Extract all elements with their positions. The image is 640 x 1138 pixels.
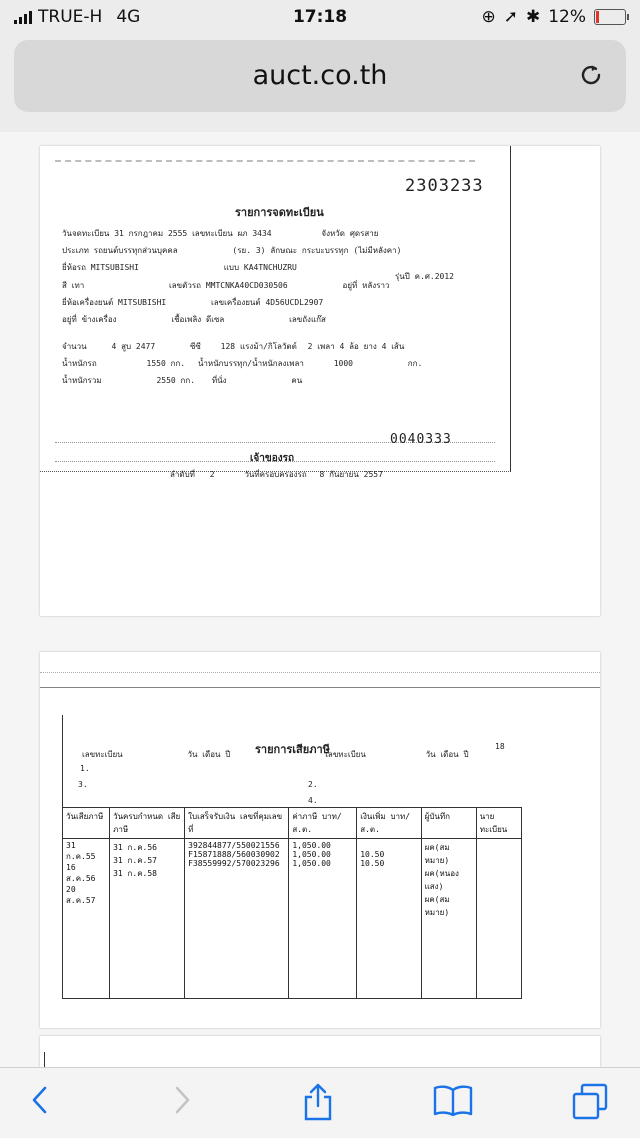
- province: ศุดรสาย: [349, 229, 379, 238]
- type-code: (รย. 3): [232, 246, 266, 255]
- cell-due: 31 ก.ค.56: [113, 843, 157, 852]
- battery-percent: 12%: [548, 7, 586, 27]
- browser-toolbar: [0, 1067, 640, 1138]
- document-page-1: [40, 146, 600, 616]
- row-type: [62, 244, 401, 257]
- document-viewer[interactable]: [0, 132, 640, 1067]
- row-brand: [62, 261, 297, 274]
- row-engine: [62, 296, 323, 309]
- year-label: รุ่นปี ค.ศ.: [395, 272, 435, 281]
- load-unit: กก.: [407, 359, 423, 368]
- cell-receipt: 392844877/550021556: [188, 841, 280, 850]
- clock: 17:18: [292, 7, 348, 27]
- row-cylinders: [62, 340, 404, 353]
- location-icon: ➚: [503, 7, 518, 27]
- document-title: รายการจดทะเบียน: [235, 206, 324, 219]
- bluetooth-icon: ✱: [525, 7, 541, 27]
- vehicle-style: กระบะบรรทุก (ไม่มีหลังคา): [301, 246, 402, 255]
- chassis-number: MMTCNKA40CD030506: [205, 281, 288, 290]
- load-label: น้ำหนักบรรทุก/น้ำหนักลงเพลา: [197, 359, 304, 368]
- row-reg-date: [62, 227, 378, 240]
- horsepower: 128: [220, 342, 236, 351]
- chassis-location: หลังราว: [362, 281, 390, 290]
- cell-recorder: ผค(หนองแสง): [424, 869, 459, 891]
- style-label: ลักษณะ: [270, 246, 298, 255]
- row-owner: [170, 468, 383, 481]
- col-receipt: [185, 839, 289, 999]
- page-3-mark: [44, 1052, 45, 1067]
- tax-head-row: [82, 748, 469, 761]
- engine-no-label: เลขเครื่องยนต์: [211, 298, 261, 307]
- model-label: แบบ: [223, 263, 240, 272]
- gross-label: น้ำหนักรวม: [62, 376, 102, 385]
- row-year: [395, 270, 454, 283]
- serial-number: 0040333: [390, 432, 452, 447]
- cell-paid: 16 ส.ค.56: [66, 863, 96, 883]
- year: 2012: [434, 272, 454, 281]
- color-label: สี: [62, 281, 67, 290]
- tabs-icon[interactable]: [570, 1082, 610, 1122]
- cc-unit: ซีซี: [189, 342, 201, 351]
- cell-tax: 1,050.00: [292, 859, 331, 868]
- th-recorder: ผู้บันทึก: [421, 808, 476, 839]
- owner-date-label: วันที่ครอบครองรถ: [244, 470, 307, 479]
- cylinders: 4: [111, 342, 117, 351]
- cell-fine: [360, 841, 417, 850]
- col-registrar: [476, 839, 521, 999]
- th-paid: วันเสียภาษี: [63, 808, 110, 839]
- cell-recorder: ผค(สมหมาย): [424, 895, 450, 917]
- col-paid: [63, 839, 110, 999]
- tax-date-label-2: วัน เดือน ปี: [425, 750, 469, 759]
- engine-brand: MITSUBISHI: [118, 298, 167, 307]
- cell-receipt: F38559992/570023296: [188, 859, 280, 868]
- back-icon[interactable]: [28, 1082, 52, 1118]
- col-tax: [289, 839, 357, 999]
- cell-due: 31 ก.ค.57: [113, 856, 157, 865]
- address-bar[interactable]: [14, 40, 626, 112]
- weight-label: น้ำหนักรถ: [62, 359, 97, 368]
- reload-icon[interactable]: [578, 62, 604, 88]
- tax-num-4: 4.: [308, 796, 318, 805]
- col-fine: [357, 839, 421, 999]
- engine-number: 4D56UCDL2907: [265, 298, 324, 307]
- vehicle-type: รถยนต์บรรทุกส่วนบุคคล: [93, 246, 178, 255]
- chassis-label: เลขตัวรถ: [169, 281, 201, 290]
- th-fine: เงินเพิ่ม บาท/ส.ต.: [357, 808, 421, 839]
- tax-plate-label-2: เลขทะเบียน: [325, 750, 366, 759]
- weight-unit: กก.: [170, 359, 186, 368]
- tax-date-label: วัน เดือน ปี: [187, 750, 231, 759]
- registration-stamp: 2303233: [405, 176, 484, 196]
- order: 2: [209, 470, 215, 479]
- fuel: ดีเซล: [206, 315, 225, 324]
- order-label: ลำดับที่: [170, 470, 195, 479]
- battery-icon: [594, 9, 626, 25]
- th-receipt: ใบเสร็จรับเงิน เลขที่คุมเลขที่: [185, 808, 289, 839]
- seats-label: ที่นั่ง: [211, 376, 227, 385]
- cell-paid: 20 ส.ค.57: [66, 885, 96, 905]
- tax-plate-label: เลขทะเบียน: [82, 750, 123, 759]
- tax-table-header: [63, 808, 522, 839]
- load: 1000: [333, 359, 353, 368]
- engine-loc-label: อยู่ที่: [62, 315, 77, 324]
- color: เทา: [71, 281, 85, 290]
- model: KA4TNCHUZRU: [243, 263, 297, 272]
- axle-info: 2 เพลา 4 ล้อ ยาง 4 เส้น: [307, 342, 405, 351]
- gas-tank-label: เลขถังแก๊ส: [289, 315, 326, 324]
- gross: 2550: [156, 376, 176, 385]
- url-text[interactable]: auct.co.th: [252, 60, 388, 91]
- cell-due: 31 ก.ค.58: [113, 869, 157, 878]
- cc: 2477: [135, 342, 156, 351]
- type-label: ประเภท: [62, 246, 89, 255]
- row-fuel: [62, 313, 326, 326]
- col-due: [110, 839, 185, 999]
- plate-label: เลขทะเบียน: [192, 229, 233, 238]
- tax-num-2: 2.: [308, 780, 318, 789]
- weight: 1550: [146, 359, 166, 368]
- tax-num-1: 1.: [80, 764, 90, 773]
- owner-title: เจ้าของรถ: [250, 453, 295, 464]
- owner-date: 8 กันยายน 2557: [319, 470, 383, 479]
- document-page-3: [40, 1036, 600, 1067]
- cylinder-unit: สูบ: [121, 342, 132, 351]
- forward-icon[interactable]: [170, 1082, 194, 1118]
- row-gross: [62, 374, 302, 387]
- status-bar: [0, 0, 640, 36]
- cell-recorder: ผค(สมหมาย): [424, 843, 450, 865]
- seats-unit: คน: [291, 376, 303, 385]
- cell-receipt: F15871888/560030902: [188, 850, 280, 859]
- row-color: [62, 279, 390, 292]
- col-recorder: [421, 839, 476, 999]
- engine-brand-label: ยี่ห้อเครื่องยนต์: [62, 298, 114, 307]
- tax-page-number: 18: [495, 742, 505, 751]
- brand: MITSUBISHI: [90, 263, 139, 272]
- th-tax: ค่าภาษี บาท/ส.ต.: [289, 808, 357, 839]
- brand-label: ยี่ห้อรถ: [62, 263, 86, 272]
- gross-unit: กก.: [180, 376, 196, 385]
- tax-num-3: 3.: [78, 780, 88, 789]
- province-label: จังหวัด: [321, 229, 345, 238]
- cylinder-label: จำนวน: [62, 342, 87, 351]
- bookmarks-icon[interactable]: [432, 1082, 474, 1118]
- status-right: [481, 7, 626, 27]
- share-icon[interactable]: [302, 1082, 334, 1122]
- fuel-label: เชื้อเพลิง: [171, 315, 202, 324]
- cell-tax: 1,050.00: [292, 841, 331, 850]
- reg-date-label: วันจดทะเบียน: [62, 229, 110, 238]
- document-page-2: [40, 652, 600, 1028]
- plate-number: ผภ 3434: [237, 229, 272, 238]
- tax-table-row: [63, 839, 522, 999]
- cell-fine: 10.50: [360, 850, 385, 859]
- cell-tax: 1,050.00: [292, 850, 331, 859]
- network-label: 4G: [116, 7, 141, 27]
- cell-fine: 10.50: [360, 859, 385, 868]
- th-registrar: นายทะเบียน: [476, 808, 521, 839]
- reg-date: 31 กรกฎาคม 2555: [114, 229, 188, 238]
- hp-unit: แรงม้า/กิโลวัตต์: [239, 342, 297, 351]
- tax-title: รายการเสียภาษี: [255, 743, 330, 756]
- row-weight: [62, 357, 422, 370]
- lock-rotation-icon: ⊕: [481, 7, 496, 27]
- scan-band-2: [40, 672, 600, 688]
- carrier-label: TRUE-H: [38, 7, 103, 27]
- chassis-loc-label: อยู่ที่: [342, 281, 358, 290]
- th-due: วันครบกำหนด เสียภาษี: [110, 808, 185, 839]
- engine-location: ข้างเครื่อง: [81, 315, 117, 324]
- tax-table: [62, 807, 522, 999]
- cell-paid: 31 ก.ค.55: [66, 841, 96, 861]
